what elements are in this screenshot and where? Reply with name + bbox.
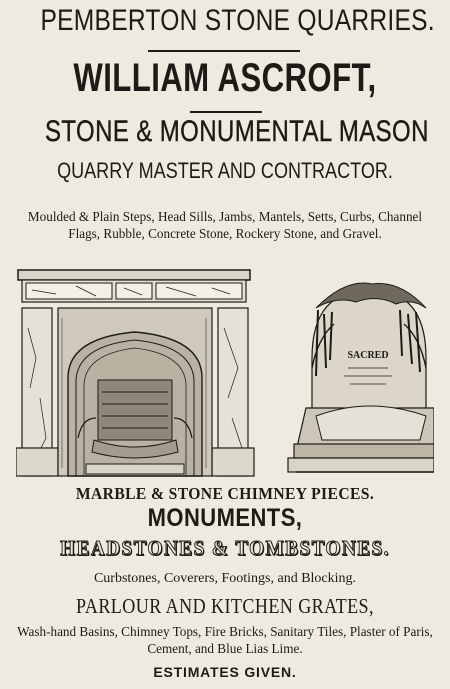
headstones-line: HEADSTONES & TOMBSTONES. [60,536,390,560]
monuments-heading: MONUMENTS, [147,504,303,532]
chimney-pieces-line: MARBLE & STONE CHIMNEY PIECES. [75,484,375,503]
illustration [16,268,434,478]
tombstone-icon [288,283,434,472]
proprietor-name: WILLIAM ASCROFT, [73,56,377,100]
chimney-piece-icon [16,270,254,476]
trade-title: STONE & MONUMENTAL MASON [45,115,429,148]
quarries-heading: PEMBERTON STONE QUARRIES. [40,4,435,37]
grates-heading: PARLOUR AND KITCHEN GRATES, [76,594,374,618]
divider-rule [148,50,300,52]
misc-products-line: Wash-hand Basins, Chimney Tops, Fire Bricks, Sanitary Tiles, Plaster of Paris, Cement, and Blue Lias Lime. [17,624,433,656]
curbstones-line: Curbstones, Coverers, Footings, and Blocking. [93,571,357,586]
divider-rule [190,111,262,113]
roles-subtitle: QUARRY MASTER AND CONTRACTOR. [57,158,393,183]
estimates-line: ESTIMATES GIVEN. [153,664,297,680]
headstone-inscription: SACRED [347,350,389,361]
products-list: Moulded & Plain Steps, Head Sills, Jambs, Mantels, Setts, Curbs, Channel Flags, Rubble, Concrete Stone, Rockery Stone, and Gravel. [27,209,423,241]
